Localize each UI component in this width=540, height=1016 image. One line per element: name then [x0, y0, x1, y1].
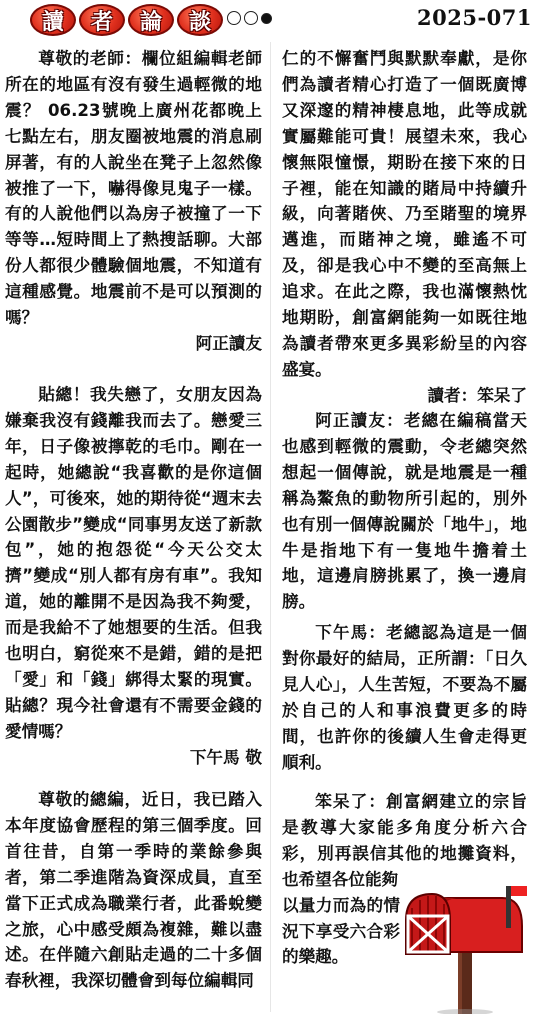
letter-signature: 阿正讀友: [195, 333, 262, 353]
letter-body: 仁的不懈奮鬥與默默奉獻，是你們為讀者精心打造了一個既廣博又深邃的精神棲息地，此等成就實屬難能可貴！展望未來，我心懷無限憧憬，期盼在接下來的日子裡，能在知識的賭局中持續升級，向著賭俠、乃至賭聖的境界邁進，而賭神之境，雖遙不可及，卻是我心中不變的至高無上追求。在此之際，我也滿懷熱忱地期盼，創富網能夠一如既往地為讀者帶來更多異彩紛呈的內容盛宴。: [282, 49, 527, 379]
letter-signature: 下午馬 敬: [189, 747, 262, 767]
letter-dumb-fool-start: [5, 787, 262, 994]
reply-body: 下午馬：老總認為這是一個對你最好的結局，正所謂：「日久見人心」，人生苦短，不要為不屬於自己的人和事浪費更多的時間，也許你的後續人生會走得更順利。: [282, 623, 527, 772]
letter-body: 尊敬的老師：欄位組編輯老師所在的地區有沒有發生過輕微的地震？ 06.23號晚上廣州花都晚上七點左右，朋友圈被地震的消息刷屏著，有的人說坐在凳子上忽然像被推了一下，嚇得像見鬼子一樣。有的人說他們以為房子被撞了一下等等…短時間上了熱搜話聊。大部份人都很少體驗個地震，不知道有這種感覺。地震前不是可以預測的嗎？: [5, 49, 262, 328]
title-badge: 論: [128, 4, 174, 36]
letter-body: 尊敬的總編，近日，我已踏入本年度協會歷程的第三個季度。回首往昔，自第一季時的業餘參與者，第二季進階為資深成員，直至當下正式成為職業行者，此番蛻變之旅，心中感受頗為複雜，難以盡述。在伴隨六創貼走過的二十多個春秋裡，我深切體會到每位編輯同: [5, 790, 262, 991]
column-divider: [270, 42, 271, 1012]
decorative-dots: [227, 11, 272, 25]
title-badge: 談: [177, 4, 223, 36]
reply-body: 笨呆了：創富網建立的宗旨是教導大家能多角度分析六合彩，別再誤信其他的地攤資料，也希望各位能夠: [282, 792, 527, 889]
letter-afternoon-horse: [5, 382, 262, 771]
dot-empty-icon: [227, 11, 241, 25]
letter-ah-ching: [5, 46, 262, 357]
column-title: [30, 4, 223, 36]
letter-dumb-fool-continued: [282, 46, 527, 409]
issue-number: 2025-071: [417, 5, 532, 30]
reply-ah-ching: [282, 408, 527, 615]
dot-filled-icon: [261, 13, 272, 24]
reply-body-narrow: 以量力而為的情況下享受六合彩的樂趣。: [282, 895, 400, 967]
letter-body: 貼總！我失戀了，女朋友因為嫌棄我沒有錢離我而去了。戀愛三年，日子像被擰乾的毛巾。剛在一起時，她總說“我喜歡的是你這個人”，可後來，她的期待從“週末去公園散步”變成“同事男友送了新款包”，她的抱怨從“今天公交太擠”變成“別人都有房有車”。我知道，她的離開不是因為我不夠愛，而是我給不了她想要的生活。但我也明白，窮從來不是錯，錯的是把「愛」和「錢」綁得太緊的現實。貼總？現今社會還有不需要金錢的愛情嗎？: [5, 385, 262, 741]
title-badge: 讀: [30, 4, 76, 36]
header: [0, 0, 540, 38]
reply-afternoon-horse: [282, 620, 527, 775]
mailbox-icon: [398, 880, 532, 1014]
reply-body: 阿正讀友：老總在編稿當天也感到輕微的震動，令老總突然想起一個傳說，就是地震是一種稱為鰲魚的動物所引起的，別外也有別一個傳說關於「地牛」，地牛是指地下有一隻地牛擔着土地，這邊肩膀挑累了，換一邊肩膀。: [282, 411, 527, 612]
letter-signature: 讀者：笨呆了: [427, 385, 527, 405]
dot-empty-icon: [244, 11, 258, 25]
title-badge: 者: [79, 4, 125, 36]
